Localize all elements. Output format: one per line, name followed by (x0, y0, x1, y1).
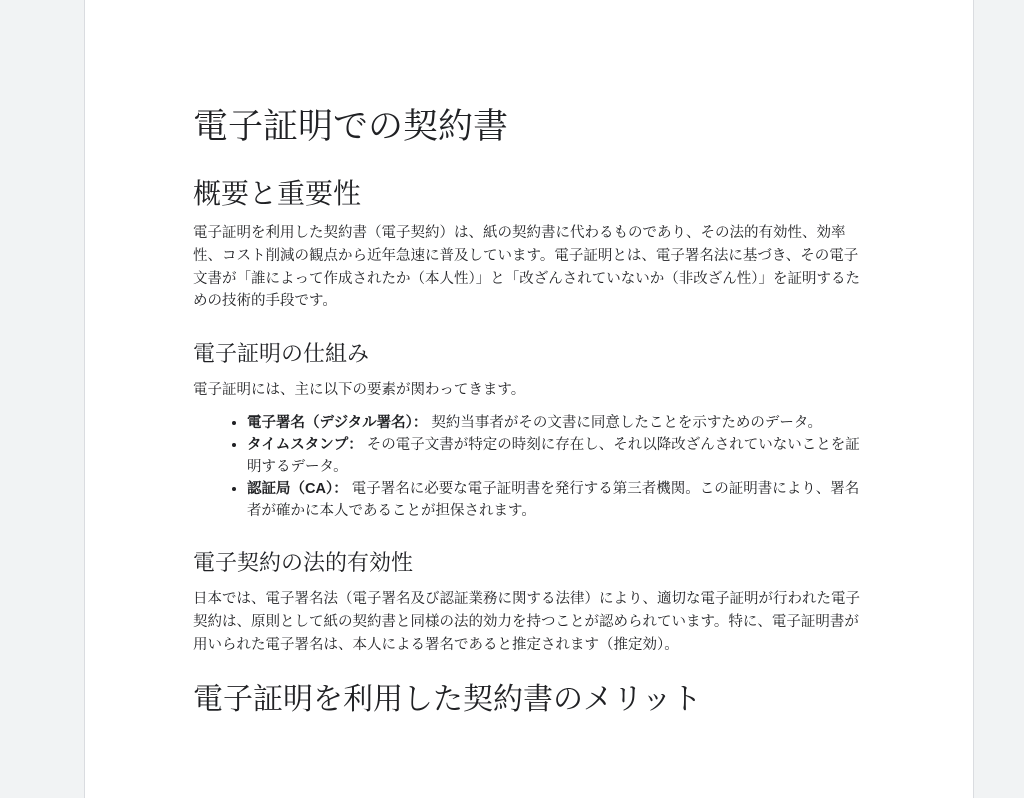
list-item-desc: その電子文書が特定の時刻に存在し、それ以降改ざんされていないことを証明するデータ。 (247, 436, 860, 475)
list-item (247, 412, 869, 434)
document-content[interactable] (193, 100, 869, 728)
legal-paragraph: 日本では、電子署名法（電子署名及び認証業務に関する法律）により、適切な電子証明が行われた電子契約は、原則として紙の契約書と同様の法的効力を持つことが認められています。特に、電子証明書が用いられた電子署名は、本人による署名であると推定されます（推定効）。 (193, 590, 860, 653)
section-heading-mechanism: 電子証明の仕組み (193, 341, 370, 367)
overview-paragraph: 電子証明を利用した契約書（電子契約）は、紙の契約書に代わるものであり、その法的有効性、効率性、コスト削減の観点から近年急速に普及しています。電子証明とは、電子署名法に基づき、その電子文書が「誰によって作成されたか（本人性）」と「改ざんされていないか（非改ざん性）」を証明するための技術的手段です。 (193, 225, 860, 310)
list-item-term: 電子署名（デジタル署名）： (247, 414, 428, 431)
section-heading-overview: 概要と重要性 (193, 178, 362, 209)
list-item (247, 478, 869, 522)
document-page (84, 0, 974, 798)
list-item-desc: 契約当事者がその文書に同意したことを示すためのデータ。 (431, 414, 823, 431)
section-heading-merits: 電子証明を利用した契約書のメリット (193, 683, 702, 717)
list-item-desc: 電子署名に必要な電子証明書を発行する第三者機関。この証明書により、署名者が確かに本人であることが担保されます。 (247, 480, 860, 519)
list-item (247, 434, 869, 478)
mechanism-list (193, 412, 869, 522)
list-item-term: 認証局（CA）： (247, 480, 348, 497)
list-item-term: タイムスタンプ： (247, 436, 363, 453)
section-heading-legal: 電子契約の法的有効性 (193, 549, 414, 575)
document-title: 電子証明での契約書 (193, 107, 509, 146)
mechanism-intro: 電子証明には、主に以下の要素が関わってきます。 (193, 382, 526, 399)
